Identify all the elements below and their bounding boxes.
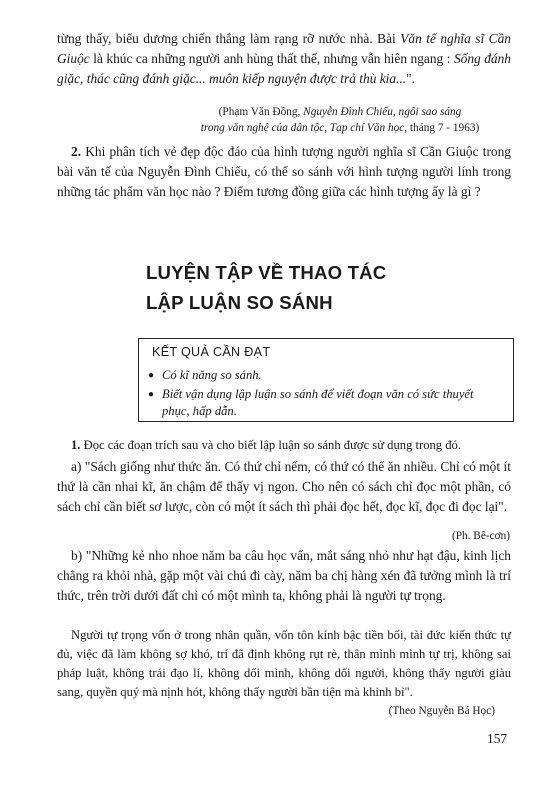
exercise-1-prompt: 1. Đọc các đoạn trích sau và cho biết lập luận so sánh được sử dụng trong đó. bbox=[71, 438, 461, 452]
quote: Sống đánh giặc, thác cũng đánh giặc... muôn kiếp nguyện được trả thù kia... bbox=[57, 51, 511, 87]
bullet-icon: ● bbox=[148, 389, 155, 400]
question-number: 2. bbox=[71, 144, 82, 159]
learning-outcomes-box bbox=[138, 338, 514, 422]
question-2 bbox=[57, 142, 511, 203]
outcome-item: ● Có kĩ năng so sánh. bbox=[148, 368, 262, 382]
quote-close: ". bbox=[406, 71, 415, 87]
intro-paragraph bbox=[57, 29, 511, 90]
lesson-title bbox=[146, 258, 386, 318]
page-number: 157 bbox=[487, 731, 508, 746]
intro-text: từng thấy, biểu dương chiến thắng làm rạng rỡ nước nhà. Bài bbox=[57, 31, 401, 46]
outcome-item: ● Biết vận dụng lập luận so sánh để viết đoạn văn có sức thuyết phục, hấp dẫn. bbox=[148, 387, 474, 418]
excerpt-b-part-1: b) "Những kẻ nho nhoe năm ba câu học vấn, mắt sáng nhỏ như hạt đậu, kinh lịch chẳng ra khỏi nhà, gặp một vài chú đi cày, năm ba chị hàng xén đã tưởng mình là trí thức, trên trời dưới đất chỉ có một mình ta, không phải là người tự trọng. bbox=[57, 548, 511, 604]
exercise-number: 1. bbox=[71, 438, 81, 452]
lesson-title-line-1: LUYỆN TẬP VỀ THAO TÁC bbox=[146, 262, 387, 283]
bullet-icon: ● bbox=[148, 370, 155, 381]
excerpt-b-source: (Theo Nguyễn Bá Học) bbox=[388, 705, 495, 717]
intro-text-continued: là khúc ca những người anh hùng thất thế, nhưng vẫn hiên ngang : bbox=[89, 51, 454, 67]
work-title: Văn tế nghĩa sĩ Cần Giuộc bbox=[57, 31, 511, 67]
source-citation-1: (Phạm Văn Đồng, Nguyễn Đình Chiểu, ngôi sao sáng trong văn nghệ của dân tộc, Tạp chí Văn học, tháng 7 - 1963) bbox=[200, 106, 480, 134]
lesson-title-line-2: LẬP LUẬN SO SÁNH bbox=[146, 292, 333, 313]
question-text: Khi phân tích vẻ đẹp độc đáo của hình tượng người nghĩa sĩ Cần Giuộc trong bài văn tế của Nguyễn Đình Chiểu, có thể so sánh với hình tượng người lính trong những tác phẩm văn học nào ? Điểm tương đồng giữa các hình tượng ấy là gì ? bbox=[57, 144, 511, 200]
excerpt-a-source: (Ph. Bê-cơn) bbox=[451, 530, 510, 542]
excerpt-b-part-2: Người tự trọng vốn ở trong nhân quần, vốn tôn kính bậc tiền bối, tài đức kiến thức tự đủ, việc đã làm không sợ khó, trí đã định không rụt rè, thân mình mình tự trị, không sai pháp luật, không trái đạo lí, không dối mình, không dối người, không thấy người giàu sang, quyền quý mà nịnh hót, không thấy người bần tiện mà khinh bỉ". bbox=[57, 628, 511, 699]
excerpt-a: a) "Sách giống như thức ăn. Có thứ chỉ nếm, có thứ có thể ăn nhiều. Chỉ có một ít thứ là cần nhai kĩ, ăn chậm để thấy vị ngon. Cho nên có sách chỉ đọc một phần, có sách chỉ cần biết sơ lược, còn có một ít sách thì phải đọc hết, đọc kĩ, đọc đi đọc lại". bbox=[57, 459, 511, 515]
outcomes-title: KẾT QUẢ CẦN ĐẠT bbox=[152, 345, 271, 359]
